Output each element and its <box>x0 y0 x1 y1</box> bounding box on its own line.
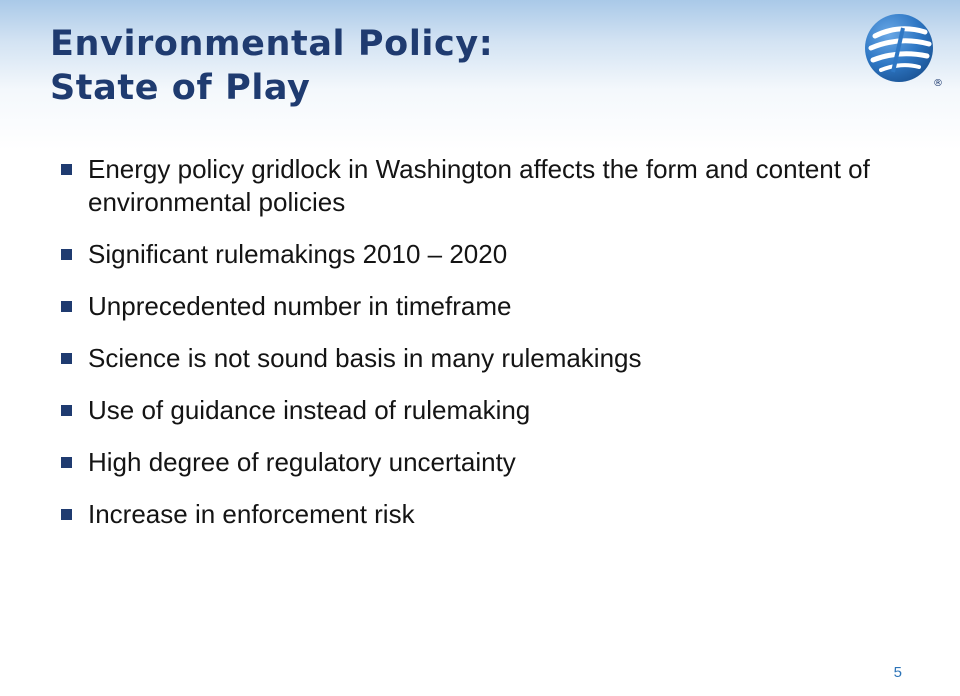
bullet-text: Use of guidance instead of rulemaking <box>88 395 531 425</box>
square-bullet-icon <box>61 301 72 312</box>
bullet-item <box>58 394 918 427</box>
bullet-item <box>58 342 918 375</box>
bullet-list <box>58 153 918 550</box>
square-bullet-icon <box>61 509 72 520</box>
bullet-item <box>58 238 918 271</box>
registered-mark: ® <box>933 78 943 89</box>
company-logo-icon <box>863 12 943 90</box>
square-bullet-icon <box>61 249 72 260</box>
square-bullet-icon <box>61 457 72 468</box>
slide-title <box>50 22 493 110</box>
bullet-text: Increase in enforcement risk <box>88 499 415 529</box>
slide-title-line-2: State of Play <box>50 68 311 108</box>
bullet-item <box>58 446 918 479</box>
bullet-text: High degree of regulatory uncertainty <box>88 447 516 477</box>
bullet-text: Science is not sound basis in many rulemakings <box>88 343 642 373</box>
square-bullet-icon <box>61 353 72 364</box>
bullet-text: Unprecedented number in timeframe <box>88 291 512 321</box>
square-bullet-icon <box>61 164 72 175</box>
bullet-item <box>58 498 918 531</box>
bullet-text: Significant rulemakings 2010 – 2020 <box>88 239 508 269</box>
square-bullet-icon <box>61 405 72 416</box>
bullet-text: Energy policy gridlock in Washington affects the form and content of environmental policies <box>88 154 870 217</box>
bullet-item <box>58 153 878 219</box>
slide-title-line-1: Environmental Policy: <box>50 24 494 64</box>
page-number: 5 <box>893 664 902 681</box>
bullet-item <box>58 290 918 323</box>
